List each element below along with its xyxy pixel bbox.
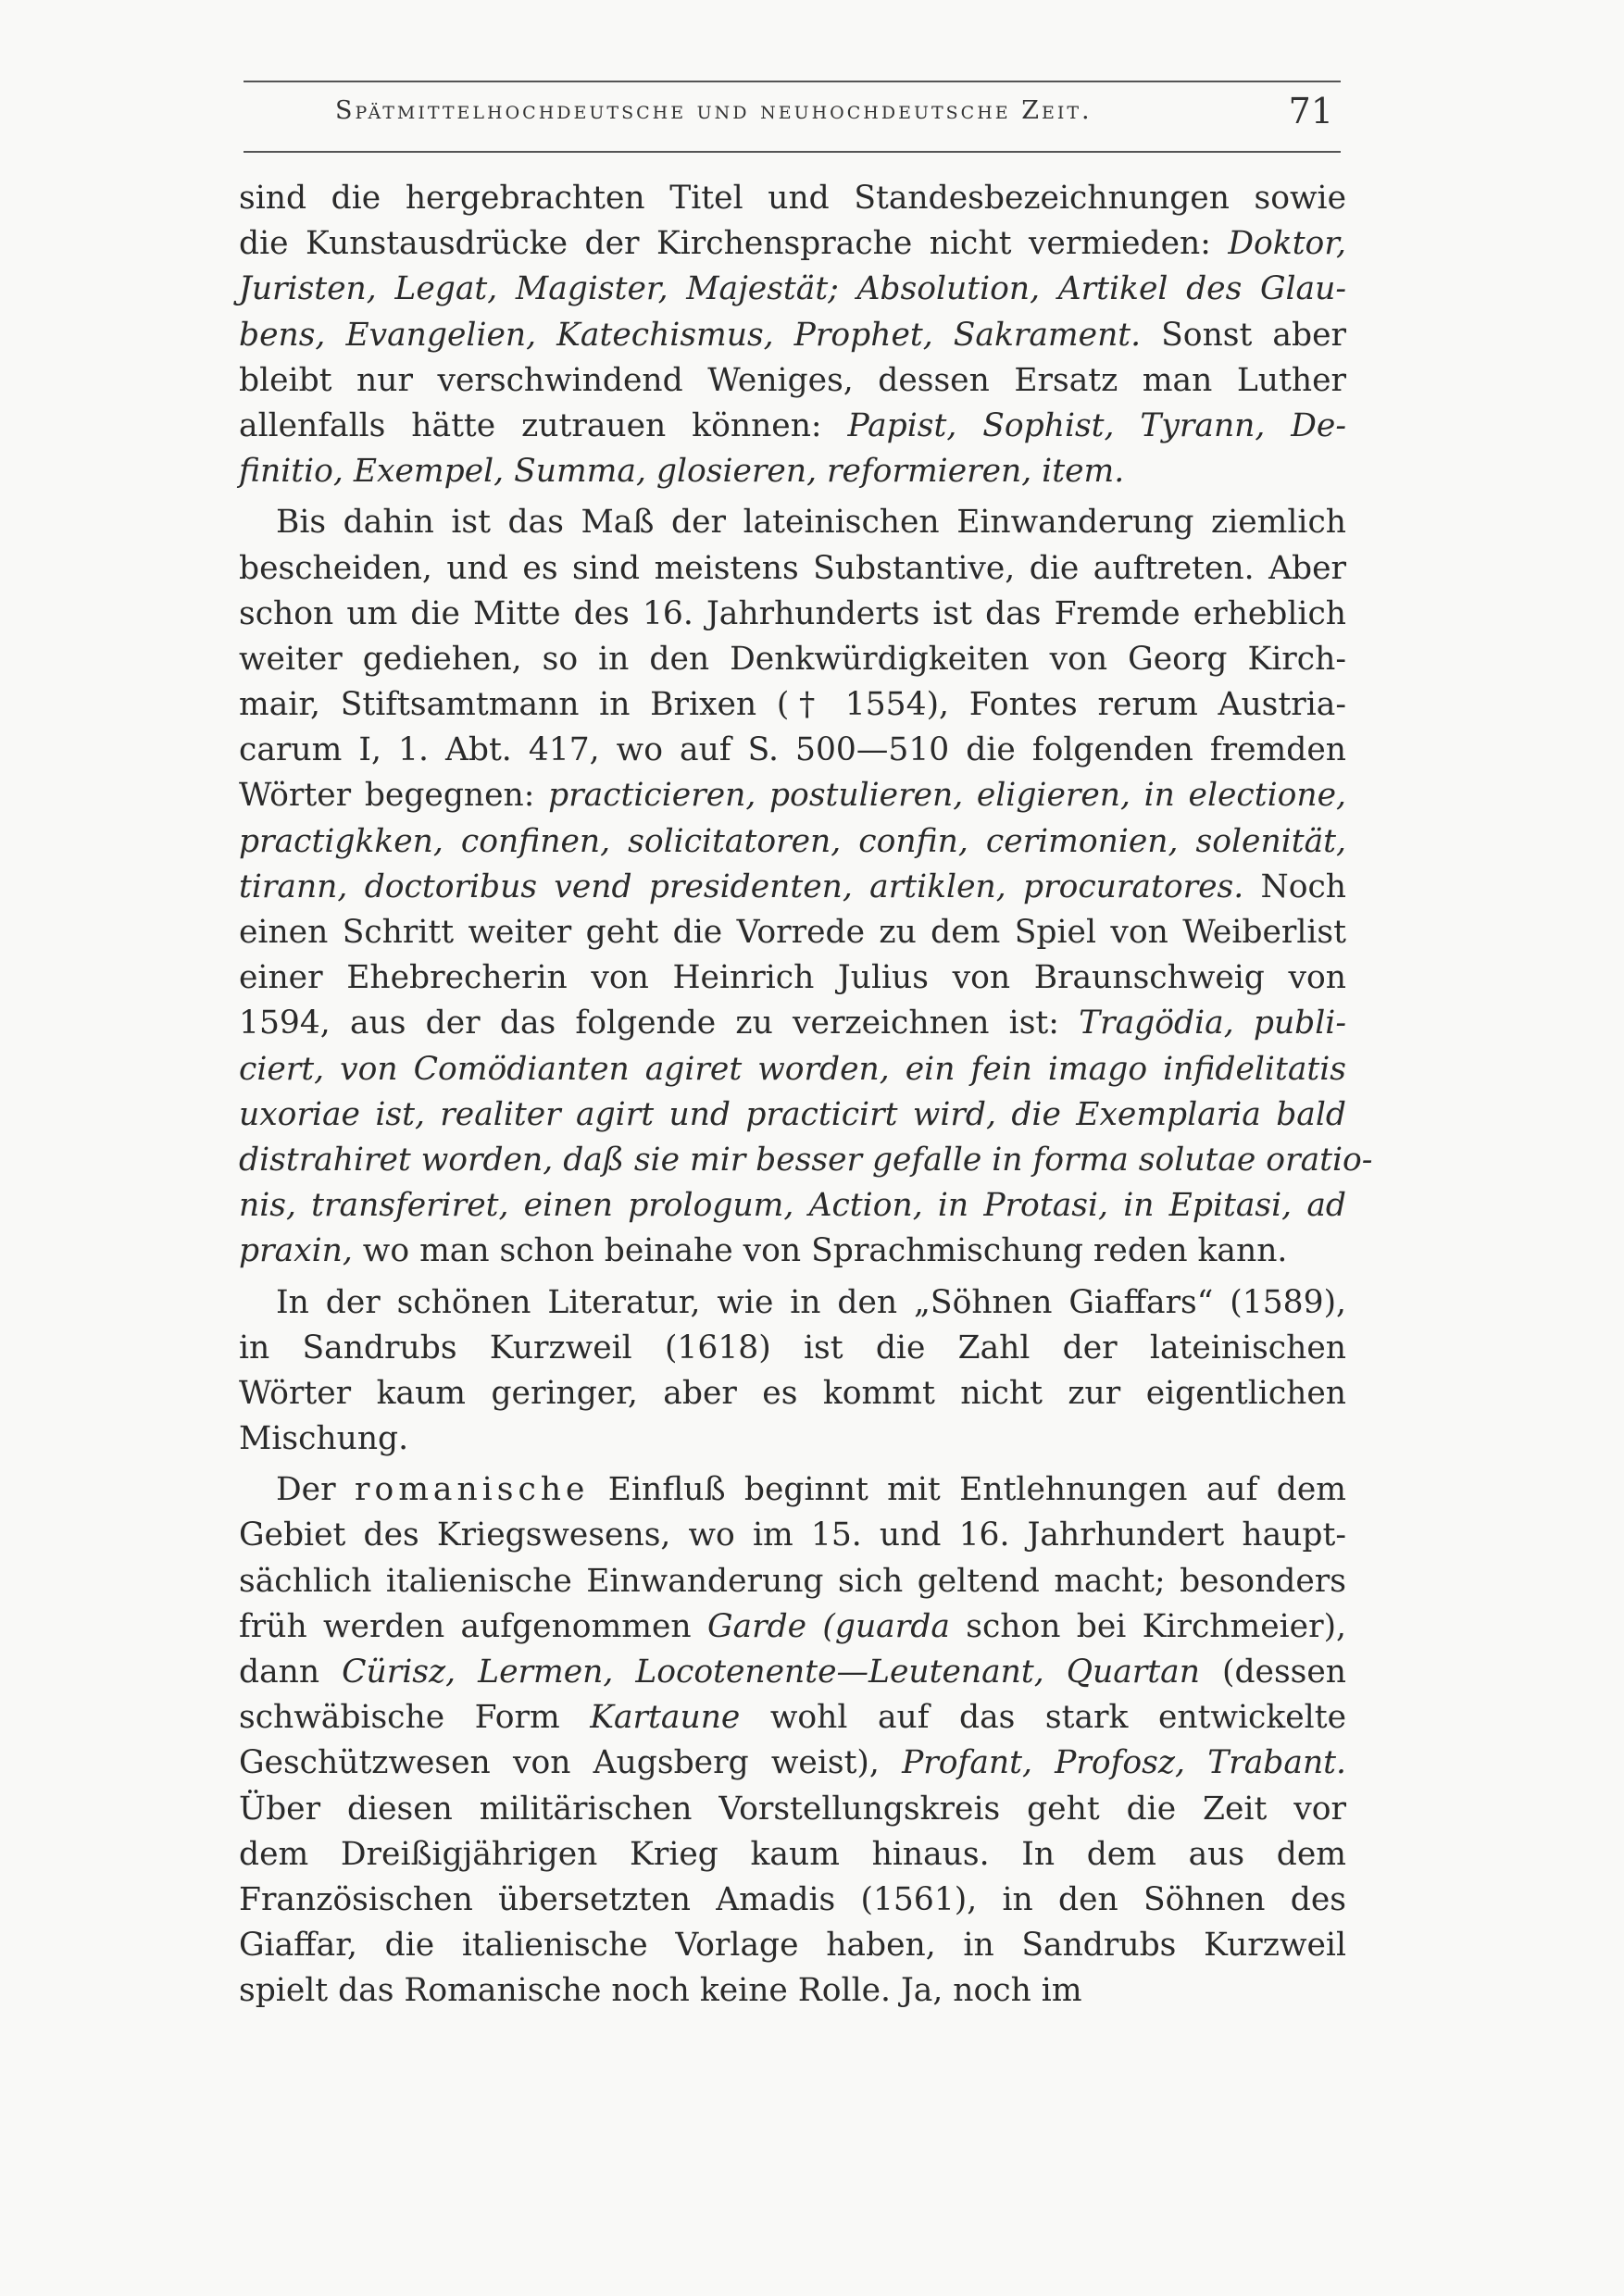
text-line — [239, 865, 1346, 910]
text-run: einer Ehebrecherin von Heinrich Julius von Braunschweig von — [239, 959, 1346, 997]
text-line — [239, 1878, 1346, 1923]
text-line — [239, 1416, 1346, 1462]
text-run: Mischung. — [239, 1420, 409, 1458]
text-line — [239, 819, 1346, 865]
text-run: sächlich italienische Einwanderung sich geltend macht; besonders — [239, 1562, 1346, 1600]
italic-term: Cürisz, Lermen, Locotenente—Leutenant, Quartan — [342, 1653, 1200, 1691]
text-run: bescheiden, und es sind meistens Substantive, die auftreten. Aber — [239, 549, 1346, 587]
text-run: schon um die Mitte des 16. Jahrhunderts ist das Fremde erheblich — [239, 594, 1346, 632]
text-run: einen Schritt weiter geht die Vorrede zu dem Spiel von Weiberlist — [239, 914, 1346, 951]
italic-term: nis, transferiret, einen prologum, Action, in Protasi, in Epitasi, ad — [239, 1187, 1346, 1225]
text-run: die Kunstausdrücke der Kirchensprache nicht vermieden: — [239, 225, 1229, 263]
italic-term: Kartaune — [590, 1699, 741, 1737]
text-line — [239, 1559, 1346, 1604]
text-run: Der — [276, 1471, 355, 1509]
text-line — [239, 1695, 1346, 1741]
text-line — [239, 546, 1346, 592]
text-line — [239, 1371, 1346, 1416]
text-line — [239, 637, 1346, 682]
text-run: wohl auf das stark entwickelte — [740, 1699, 1346, 1737]
italic-term: ciert, von Comödianten agiret worden, ein fein imago infidelitatis — [239, 1050, 1346, 1088]
italic-term: Profant, Profosz, Trabant. — [902, 1744, 1346, 1782]
text-line — [239, 267, 1346, 312]
text-run: Wörter kaum geringer, aber es kommt nicht zur eigentlichen — [239, 1374, 1346, 1412]
text-line — [239, 313, 1346, 358]
text-line — [239, 1923, 1346, 1968]
text-run: weiter gediehen, so in den Denkwürdigkeiten von Georg Kirch- — [239, 640, 1346, 678]
running-header: Spätmittelhochdeutsche und neuhochdeutsche Zeit. — [335, 96, 1093, 125]
italic-term: uxoriae ist, realiter agirt und practicirt wird, die Exemplaria bald — [239, 1095, 1346, 1133]
text-run: (dessen — [1199, 1653, 1346, 1691]
text-line — [239, 1001, 1346, 1046]
text-line — [239, 221, 1346, 267]
text-run: spielt das Romanische noch keine Rolle. Ja, noch im — [239, 1972, 1082, 2010]
text-run: schon bei Kirchmeier), — [949, 1607, 1347, 1645]
italic-term: finitio, Exempel, Summa, glosieren, reformieren, item. — [239, 453, 1125, 491]
text-line — [239, 1741, 1346, 1786]
text-run: mair, Stiftsamtmann in Brixen († 1554), Fontes rerum Austria- — [239, 686, 1346, 724]
text-line — [239, 1832, 1346, 1878]
text-run: Wörter begegnen: — [239, 777, 549, 815]
text-run: Über diesen militärischen Vorstellungskreis geht die Zeit vor — [239, 1790, 1346, 1828]
body-text — [239, 176, 1373, 2015]
italic-term: tirann, doctoribus vend presidenten, artiklen, procuratores. — [239, 867, 1244, 905]
italic-term: Tragödia, publi- — [1079, 1004, 1346, 1042]
text-run: allenfalls hätte zutrauen können: — [239, 406, 848, 444]
italic-term: Doktor, — [1228, 225, 1346, 263]
italic-term: practigkken, confinen, solicitatoren, confin, cerimonien, solenität, — [239, 822, 1346, 860]
text-run: dann — [239, 1653, 343, 1691]
text-run: Noch — [1243, 867, 1347, 905]
text-run: carum I, 1. Abt. 417, wo auf S. 500—510 die folgenden fremden — [239, 731, 1346, 769]
italic-term: praxin, — [239, 1232, 353, 1270]
spaced-term: romanische — [354, 1471, 590, 1509]
text-line — [239, 1968, 1346, 2014]
text-line — [239, 1787, 1346, 1832]
text-line — [239, 1650, 1346, 1695]
text-run: wo man schon beinahe von Sprachmischung reden kann. — [352, 1232, 1288, 1270]
text-run: sind die hergebrachten Titel und Standesbezeichnungen sowie — [239, 180, 1346, 217]
text-run: dem Dreißigjährigen Krieg kaum hinaus. In dem aus dem — [239, 1835, 1346, 1873]
text-line — [239, 1513, 1346, 1558]
text-line — [239, 1326, 1346, 1371]
italic-term: bens, Evangelien, Katechismus, Prophet, Sakrament. — [239, 316, 1142, 354]
text-line — [239, 1183, 1346, 1229]
text-run: Französischen übersetzten Amadis (1561), in den Söhnen des — [239, 1880, 1346, 1918]
text-run: 1594, aus der das folgende zu verzeichnen ist: — [239, 1004, 1080, 1042]
text-run: schwäbische Form — [239, 1699, 591, 1737]
text-line — [239, 358, 1346, 404]
text-line — [239, 910, 1346, 955]
text-run: in Sandrubs Kurzweil (1618) ist die Zahl der lateinischen — [239, 1329, 1346, 1366]
text-run: früh werden aufgenommen — [239, 1607, 707, 1645]
text-run: Giaffar, die italienische Vorlage haben, in Sandrubs Kurzweil — [239, 1927, 1346, 1965]
text-line — [239, 1047, 1346, 1092]
text-line — [239, 1280, 1346, 1326]
text-run: Gebiet des Kriegswesens, wo im 15. und 16. Jahrhundert haupt- — [239, 1516, 1346, 1554]
page-number: 71 — [1288, 91, 1333, 131]
text-line — [239, 773, 1346, 818]
text-line — [239, 1138, 1373, 1183]
header-rule-bottom — [244, 151, 1341, 153]
italic-term: practicieren, postulieren, eligieren, in electione, — [548, 777, 1347, 815]
text-line — [239, 728, 1346, 773]
italic-term: Garde (guarda — [706, 1607, 950, 1645]
text-run: In der schönen Literatur, wie in den „Söhnen Giaffars“ (1589), — [276, 1283, 1346, 1321]
text-line — [239, 1229, 1346, 1274]
italic-term: Papist, Sophist, Tyrann, De- — [847, 406, 1346, 444]
text-run: Einfluß beginnt mit Entlehnungen auf dem — [589, 1471, 1346, 1509]
header-rule-top — [244, 81, 1341, 82]
text-run: bleibt nur verschwindend Weniges, dessen Ersatz man Luther — [239, 361, 1346, 399]
text-line — [239, 404, 1346, 449]
text-line — [239, 500, 1346, 545]
text-run: Sonst aber — [1141, 316, 1346, 354]
text-line — [239, 592, 1346, 637]
italic-term: distrahiret worden, daß sie mir besser gefalle in forma solutae oratio- — [239, 1141, 1373, 1179]
text-line — [239, 1092, 1346, 1138]
text-run: Geschützwesen von Augsberg weist), — [239, 1744, 903, 1782]
text-line — [239, 176, 1346, 221]
text-line — [239, 449, 1346, 494]
text-line — [239, 682, 1346, 728]
text-run: Bis dahin ist das Maß der lateinischen Einwanderung ziemlich — [276, 504, 1346, 542]
text-line — [239, 1604, 1346, 1650]
text-line — [239, 1467, 1346, 1513]
italic-term: Juristen, Legat, Magister, Majestät; Absolution, Artikel des Glau- — [239, 270, 1346, 308]
text-line — [239, 955, 1346, 1001]
